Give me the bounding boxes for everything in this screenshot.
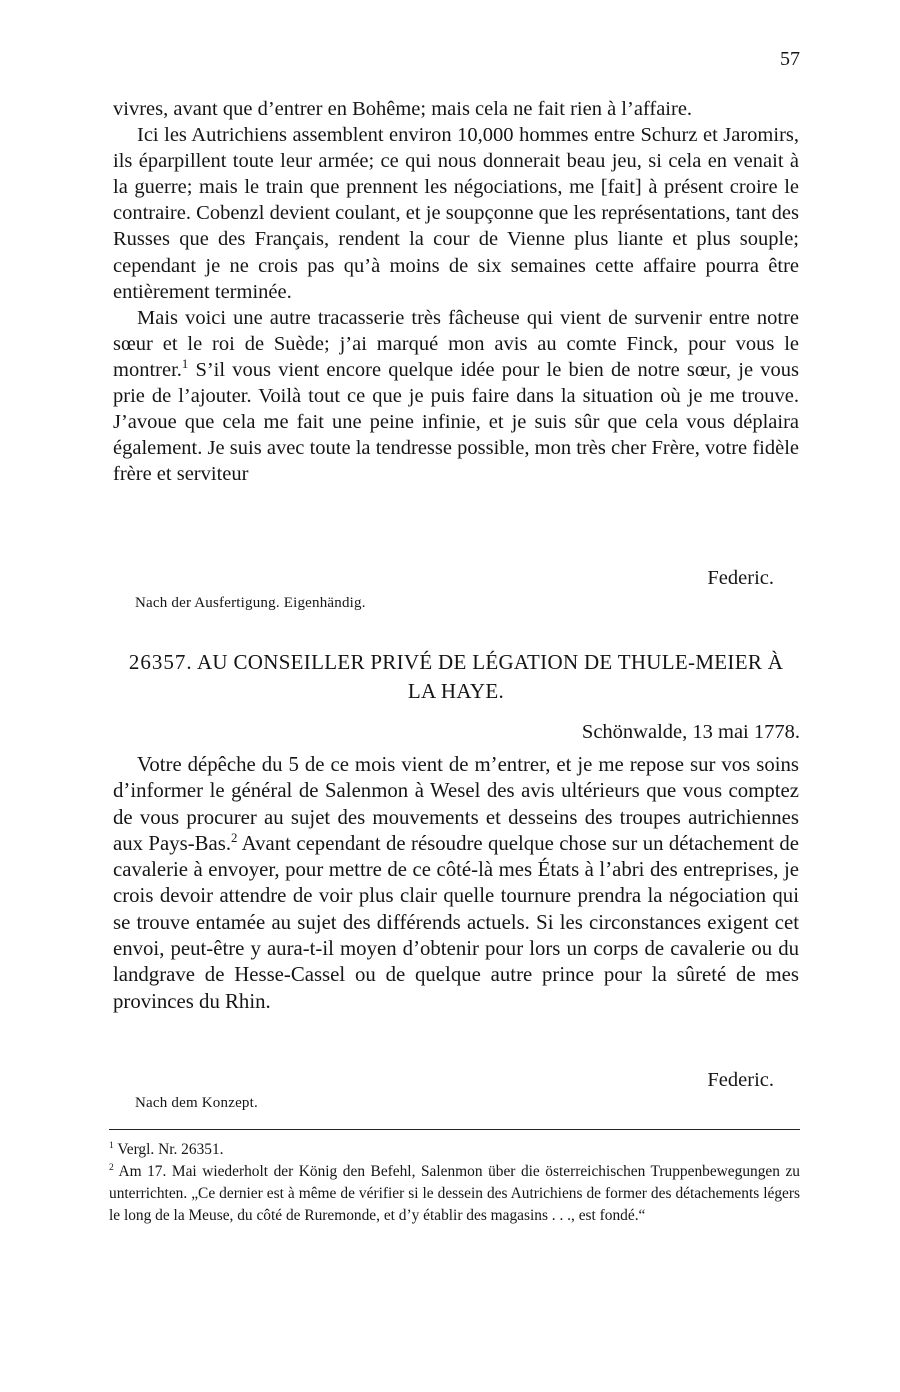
paragraph (113, 305, 799, 488)
paragraph-text: Avant cependant de résoudre quelque chose sur un détachement de cavalerie à envoyer, pour mettre de ce côté-là mes États à l’abri des entreprises, je crois devoir attendre de voir plus clair quelle tournure prendra la négociation qui se trouve entamée au sujet des différends actuels. Si les circonstances exigent cet envoi, peut-être y aura-t-il moyen d’obtenir pour lors un corps de cavalerie ou du landgrave de Hesse-Cassel ou de quelque autre prince pour la sûreté de mes provinces du Rhin. (113, 831, 799, 1013)
paragraph-text: Votre dépêche du 5 de ce mois vient de m’entrer, et je me repose sur vos soins d’informer le général de Salenmon à Wesel des avis ultérieurs que vous comptez de vous procurer au sujet des mouvements et desseins des troupes autrichiennes aux Pays-Bas. (113, 753, 799, 855)
letter-number: 26357. (128, 650, 193, 674)
paragraph-text: S’il vous vient encore quelque idée pour le bien de notre sœur, je vous prie de l’ajouter. Voilà tout ce que je puis faire dans la situation où je me trouve. J’avoue que cela me fait une peine infinie, et je suis sûr que cela vous déplaira également. Je suis avec toute la tendresse possible, mon très cher Frère, votre fidèle frère et serviteur (113, 358, 799, 486)
footnote (109, 1139, 800, 1161)
paragraph: vivres, avant que d’entrer en Bohême; mais cela ne fait rien à l’affaire. (113, 98, 693, 120)
letter-title: AU CONSEILLER PRIVÉ DE LÉGATION DE THULE-MEIER À LA HAYE. (196, 650, 784, 703)
footnote-text: Am 17. Mai wiederholt der König den Befehl, Salenmon über die österreichischen Truppenbewegungen zu unterrichten. „Ce dernier est à même de vérifier si le dessein des Autrichiens de former des détachements légers le long de la Meuse, du côté de Ruremonde, et d’y établir des magasins . . ., est fondé.“ (109, 1163, 801, 1225)
signature: Federic. (707, 1069, 774, 1091)
footnote-reference: 1 (181, 357, 189, 372)
letter-2-body (113, 752, 799, 1015)
page-number: 57 (780, 48, 800, 70)
footnote-separator (109, 1129, 800, 1130)
paragraph (113, 752, 799, 1015)
letter-1-body (113, 96, 799, 487)
paragraph: Ici les Autrichiens assemblent environ 10,000 hommes entre Schurz et Jaromirs, ils éparpillent toute leur armée; ce qui nous donnerait beau jeu, si cela en venait à la guerre; mais le train que prennent les négociations, me [fait] à présent croire le contraire. Cobenzl devient coulant, et je soupçonne que les représentations, tant des Russes que des Français, rendent la cour de Vienne plus liante et plus souple; cependant je ne crois pas qu’à moins de six semaines cette affaire pourra être entièrement terminée. (113, 124, 799, 303)
paragraph-text: Mais voici une autre tracasserie très fâcheuse qui vient de survenir entre notre sœur et le roi de Suède; j’ai marqué mon avis au comte Finck, pour vous le montrer. (113, 306, 799, 381)
footnote-marker: 1 (109, 1139, 114, 1151)
signature: Federic. (707, 567, 774, 589)
source-note: Nach der Ausfertigung. Eigenhändig. (135, 595, 366, 611)
footnotes (109, 1139, 800, 1227)
footnote (109, 1161, 800, 1227)
place-date: Schönwalde, 13 mai 1778. (581, 721, 800, 743)
footnote-reference: 2 (231, 830, 238, 845)
letter-heading (113, 648, 799, 706)
footnote-text: Vergl. Nr. 26351. (117, 1141, 224, 1158)
source-note: Nach dem Konzept. (135, 1095, 258, 1111)
footnote-marker: 2 (109, 1161, 114, 1173)
